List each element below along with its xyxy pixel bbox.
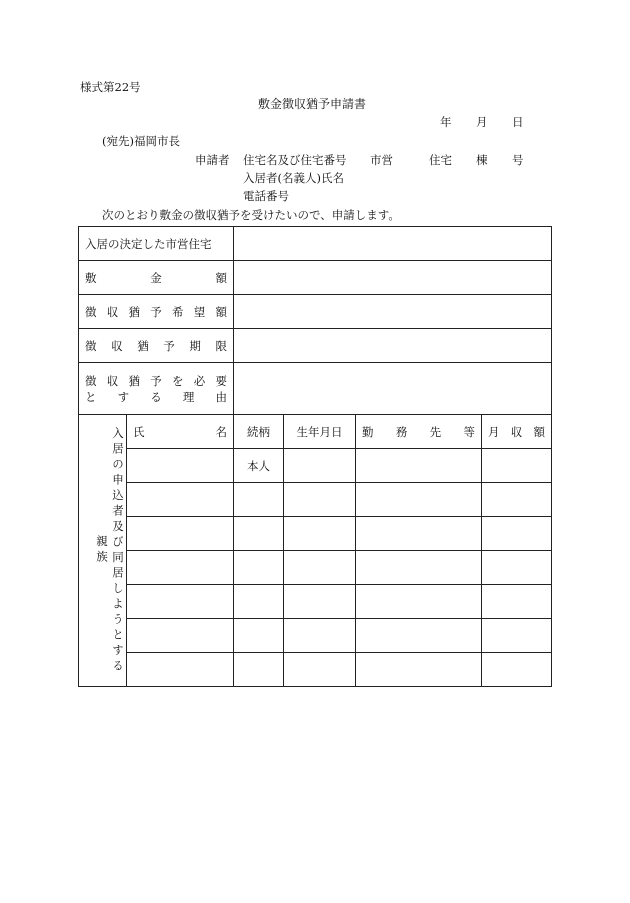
housing-label: 住宅 <box>429 153 452 167</box>
family-name-cell[interactable] <box>127 551 234 585</box>
table-row <box>79 551 552 585</box>
family-workplace-cell[interactable] <box>356 585 482 619</box>
date-month: 月 <box>476 115 488 129</box>
reason-label <box>79 363 234 415</box>
family-relation-cell[interactable] <box>234 585 284 619</box>
family-workplace-cell[interactable] <box>356 483 482 517</box>
header-income <box>482 415 552 449</box>
document-title: 敷金徴収猶予申請書 <box>258 97 367 111</box>
family-name-cell[interactable] <box>127 449 234 483</box>
header-workplace-text: 勤 務 先 等 <box>362 424 475 439</box>
phone-label: 電話番号 <box>243 189 289 203</box>
family-birthdate-cell[interactable] <box>284 551 356 585</box>
table-row <box>79 449 552 483</box>
deferral-period-label <box>79 329 234 363</box>
family-relation-cell[interactable] <box>234 551 284 585</box>
family-birthdate-cell[interactable] <box>284 653 356 687</box>
table-row <box>79 483 552 517</box>
family-workplace-cell[interactable] <box>356 449 482 483</box>
header-relation: 続柄 <box>234 415 284 449</box>
header-workplace <box>356 415 482 449</box>
family-workplace-cell[interactable] <box>356 653 482 687</box>
deferral-desired-amount-text: 徴 収 猶 予 希 望 額 <box>85 304 227 319</box>
family-relation-cell[interactable] <box>234 517 284 551</box>
applicant-label: 申請者 <box>195 153 230 167</box>
table-row <box>79 619 552 653</box>
building-label: 棟 <box>476 153 488 167</box>
deposit-amount-label <box>79 261 234 295</box>
date-year: 年 <box>440 115 452 129</box>
family-name-cell[interactable] <box>127 517 234 551</box>
header-income-text: 月 収 額 <box>488 424 545 439</box>
family-name-cell[interactable] <box>127 483 234 517</box>
family-birthdate-cell[interactable] <box>284 483 356 517</box>
family-income-cell[interactable] <box>482 653 552 687</box>
family-workplace-cell[interactable] <box>356 619 482 653</box>
family-workplace-cell[interactable] <box>356 517 482 551</box>
family-relation-cell[interactable] <box>234 483 284 517</box>
deferral-desired-amount-field[interactable] <box>234 295 552 329</box>
table-row <box>79 653 552 687</box>
family-name-cell[interactable] <box>127 585 234 619</box>
table-row <box>79 517 552 551</box>
deposit-amount-field[interactable] <box>234 261 552 295</box>
resident-name-label: 入居者(名義人)氏名 <box>243 171 344 185</box>
family-birthdate-cell[interactable] <box>284 517 356 551</box>
family-income-cell[interactable] <box>482 585 552 619</box>
date-day: 日 <box>512 115 524 129</box>
header-name <box>127 415 234 449</box>
municipal-label: 市営 <box>370 153 393 167</box>
reason-field[interactable] <box>234 363 552 415</box>
family-birthdate-cell[interactable] <box>284 619 356 653</box>
deferral-desired-amount-label <box>79 295 234 329</box>
family-income-cell[interactable] <box>482 619 552 653</box>
family-income-cell[interactable] <box>482 517 552 551</box>
statement: 次のとおり敷金の徴収猶予を受けたいので、申請します。 <box>102 208 400 222</box>
number-label: 号 <box>512 153 524 167</box>
family-birthdate-cell[interactable] <box>284 585 356 619</box>
family-relation-cell: 本人 <box>234 449 284 483</box>
decided-housing-label: 入居の決定した市営住宅 <box>79 227 234 261</box>
family-income-cell[interactable] <box>482 449 552 483</box>
family-relation-cell[interactable] <box>234 653 284 687</box>
header-birthdate: 生年月日 <box>284 415 356 449</box>
family-relation-cell[interactable] <box>234 619 284 653</box>
deferral-period-field[interactable] <box>234 329 552 363</box>
family-name-cell[interactable] <box>127 653 234 687</box>
addressee: (宛先)福岡市長 <box>102 134 180 148</box>
family-income-cell[interactable] <box>482 551 552 585</box>
application-table <box>78 226 552 687</box>
family-workplace-cell[interactable] <box>356 551 482 585</box>
table-row <box>79 585 552 619</box>
address-label: 住宅名及び住宅番号 <box>243 153 347 167</box>
deposit-amount-text: 敷 金 額 <box>85 270 227 285</box>
header-name-text: 氏 名 <box>133 424 227 439</box>
family-birthdate-cell[interactable] <box>284 449 356 483</box>
reason-text-line2: と す る 理 由 <box>85 389 227 404</box>
form-number: 様式第22号 <box>80 80 141 94</box>
deferral-period-text: 徴 収 猶 予 期 限 <box>85 338 227 353</box>
family-name-cell[interactable] <box>127 619 234 653</box>
family-income-cell[interactable] <box>482 483 552 517</box>
reason-text-line1: 徴 収 猶 予 を 必 要 <box>85 373 227 388</box>
decided-housing-field[interactable] <box>234 227 552 261</box>
family-side-label: 入居の申込者及び同居しようとする親族 <box>79 415 127 687</box>
